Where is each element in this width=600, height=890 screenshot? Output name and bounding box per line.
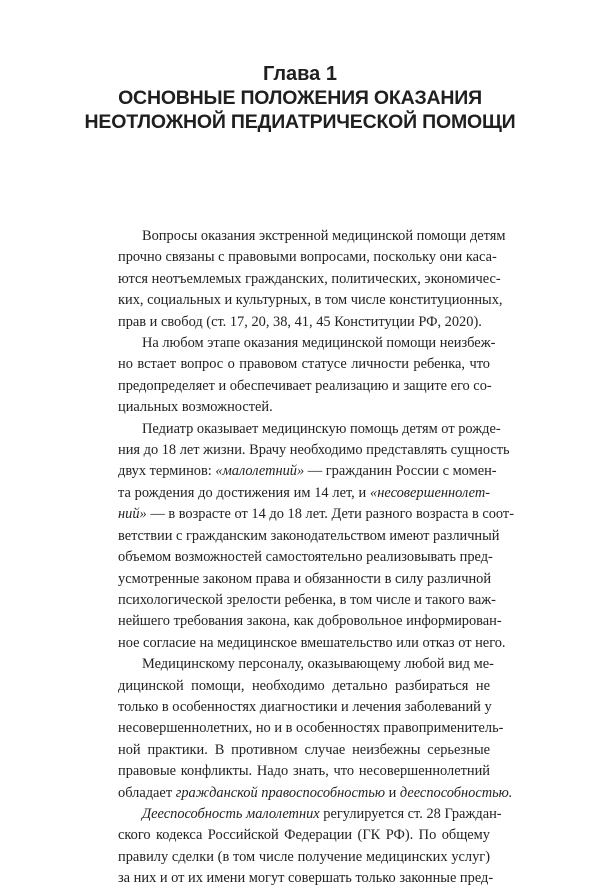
chapter-header: [0, 62, 600, 134]
text-run: дицинской помощи, необходимо детально разбираться не: [118, 677, 490, 694]
text-run: Педиатр оказывает медицинскую помощь детям от рожде-: [142, 420, 501, 437]
text-line: [118, 419, 501, 440]
text-line: [118, 269, 501, 290]
text-run: Медицинскому персоналу, оказывающему любой вид ме-: [142, 656, 494, 673]
text-line: [118, 868, 494, 889]
text-run: объемом возможностей самостоятельно реализовывать пред-: [118, 549, 493, 566]
paragraph: [118, 419, 515, 654]
text-run: но встает вопрос о правовом статусе личности ребенка, что: [118, 356, 490, 373]
chapter-title-line-2: НЕОТЛОЖНОЙ ПЕДИАТРИЧЕСКОЙ ПОМОЩИ: [84, 111, 516, 133]
paragraph: [118, 654, 513, 804]
text-line: [118, 633, 506, 654]
text-run: правовые конфликты. Надо знать, что несовершеннолетний: [118, 763, 490, 780]
text-line: [118, 569, 490, 590]
paragraph: [118, 226, 506, 333]
text-line: [118, 290, 503, 311]
text-run: прав и свобод (ст. 17, 20, 38, 41, 45 Конституции РФ, 2020).: [118, 313, 482, 330]
text-line: [118, 547, 493, 568]
text-line: [118, 676, 490, 697]
paragraph: [118, 333, 496, 419]
text-line: [118, 247, 497, 268]
italic-term: «несовершеннолет-: [370, 484, 490, 501]
text-run: психологической зрелости ребенка, в том числе и такого важ-: [118, 591, 496, 608]
text-run: ния до 18 лет жизни. Врачу необходимо представлять сущность: [118, 442, 510, 459]
text-line: [118, 590, 496, 611]
body-text: [118, 226, 515, 890]
paragraph: [118, 804, 502, 890]
text-run: ной практики. В противном случае неизбежны серьезные: [118, 741, 490, 758]
text-run: ветствии с гражданским законодательством имеют различный: [118, 527, 500, 544]
chapter-title-line-1: ОСНОВНЫЕ ПОЛОЖЕНИЯ ОКАЗАНИЯ: [118, 87, 482, 109]
text-line: [118, 611, 502, 632]
text-run: несовершеннолетних, но и в особенностях правоприменитель-: [118, 720, 504, 737]
text-line: [118, 783, 513, 804]
text-run: ского кодекса Российской Федерации (ГК РФ). По общему: [118, 827, 490, 844]
text-line: [118, 504, 515, 525]
text-run: циальных возможностей.: [118, 399, 273, 416]
text-line: [118, 483, 490, 504]
text-run: На любом этапе оказания медицинской помощи неизбеж-: [142, 335, 496, 352]
text-line: [118, 397, 490, 418]
text-line: [118, 354, 490, 375]
text-run: прочно связаны с правовыми вопросами, поскольку они каса-: [118, 249, 497, 266]
text-line: [118, 697, 490, 718]
text-run: правилу сделки (в том числе получение медицинских услуг): [118, 848, 490, 865]
text-line: [118, 226, 506, 247]
text-line: [118, 718, 504, 739]
text-line: [118, 526, 500, 547]
text-run: усмотренные законом права и обязанности в силу различной: [118, 570, 492, 587]
text-line: [118, 440, 510, 461]
text-run: нейшего требования закона, как добровольное информирован-: [118, 613, 502, 630]
italic-term: ний»: [118, 506, 147, 523]
text-run: ких, социальных и культурных, в том числе конституционных,: [118, 292, 503, 309]
text-run: ются неотъемлемых гражданских, политических, экономичес-: [118, 270, 501, 287]
text-run: и: [384, 784, 400, 801]
text-run: ное согласие на медицинское вмешательство или отказ от него.: [118, 634, 506, 651]
text-line: [118, 333, 496, 354]
text-run: за них и от их имени могут совершать только законные пред-: [118, 870, 494, 887]
text-line: [118, 740, 490, 761]
text-line: [118, 461, 497, 482]
text-run: — в возрасте от 14 до 18 лет. Дети разного возраста в соот-: [146, 506, 515, 523]
text-run: Вопросы оказания экстренной медицинской помощи детям: [142, 228, 506, 244]
text-run: двух терминов:: [118, 463, 216, 480]
chapter-label: Глава 1: [262, 63, 337, 85]
text-line: [118, 654, 494, 675]
text-line: [118, 761, 490, 782]
text-line: [118, 804, 502, 825]
text-run: та рождения до достижения им 14 лет, и: [118, 484, 371, 501]
text-run: — гражданин России с момен-: [304, 463, 497, 480]
text-line: [118, 376, 490, 397]
italic-term: дееспособностью.: [399, 784, 513, 801]
text-run: регулируется ст. 28 Граждан-: [319, 805, 502, 822]
italic-term: «малолетний»: [215, 463, 305, 480]
text-run: только в особенностях диагностики и лечения заболеваний у: [118, 698, 492, 715]
text-line: [118, 825, 490, 846]
text-line: [118, 312, 490, 333]
italic-term: Дееспособность малолетних: [142, 805, 320, 822]
text-line: [118, 847, 490, 868]
italic-term: гражданской правоспособностью: [175, 784, 385, 801]
text-run: предопределяет и обеспечивает реализацию и защите его со-: [118, 377, 492, 394]
text-run: обладает: [118, 784, 176, 801]
